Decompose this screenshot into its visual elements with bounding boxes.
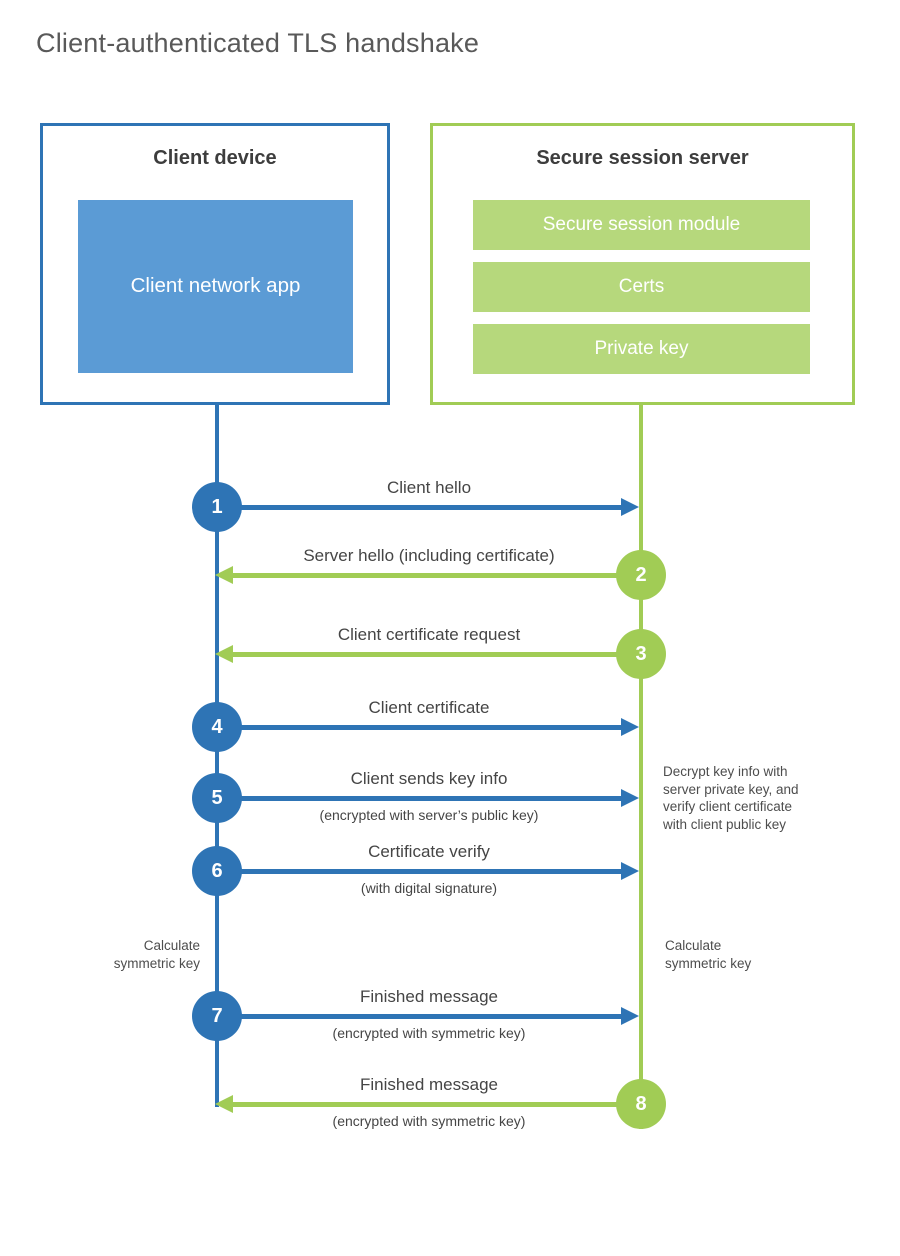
step-circle-1: 1	[192, 482, 242, 532]
note-line: Calculate	[143, 938, 200, 953]
step-label: Client certificate	[368, 698, 490, 717]
step-circle-6: 6	[192, 846, 242, 896]
step-label: Server hello (including certificate)	[303, 546, 555, 565]
note-line: Decrypt key info with	[663, 764, 788, 779]
page-title: Client-authenticated TLS handshake	[36, 28, 480, 58]
step-arrowhead-right	[621, 718, 639, 736]
note-line: symmetric key	[113, 955, 200, 971]
note-line: Calculate	[665, 938, 722, 953]
step-circle-3: 3	[616, 629, 666, 679]
step-arrow	[233, 652, 641, 657]
client-network-app-label: Client network app	[130, 274, 301, 298]
step-arrow	[217, 796, 623, 801]
step-sublabel: (with digital signature)	[360, 880, 498, 896]
note-calculate-symmetric-key-client	[55, 937, 200, 972]
step-sublabel: (encrypted with server’s public key)	[319, 807, 539, 823]
server-lifeline	[639, 405, 643, 1129]
note-line: verify client certificate	[663, 799, 793, 814]
note-line: with client public key	[663, 816, 787, 832]
note-decrypt-key-info	[663, 763, 843, 833]
note-calculate-symmetric-key-server	[665, 937, 810, 972]
step-circle-7: 7	[192, 991, 242, 1041]
client-device-title: Client device	[153, 147, 277, 169]
step-circle-2: 2	[616, 550, 666, 600]
step-circle-8: 8	[616, 1079, 666, 1129]
note-line: symmetric key	[665, 955, 752, 971]
step-arrow	[217, 505, 623, 510]
step-label: Certificate verify	[368, 842, 490, 861]
secure-session-server-title: Secure session server	[536, 147, 749, 169]
step-arrowhead-left	[215, 645, 233, 663]
step-arrowhead-left	[215, 1095, 233, 1113]
server-module-secure-session-module: Secure session module	[473, 200, 810, 250]
step-arrow	[217, 869, 623, 874]
step-arrowhead-right	[621, 789, 639, 807]
step-label: Client hello	[386, 478, 472, 497]
step-label: Client sends key info	[350, 769, 508, 788]
step-circle-4: 4	[192, 702, 242, 752]
step-arrowhead-right	[621, 862, 639, 880]
note-line: server private key, and	[663, 781, 799, 797]
step-arrowhead-right	[621, 1007, 639, 1025]
step-arrowhead-left	[215, 566, 233, 584]
server-module-private-key: Private key	[473, 324, 810, 374]
step-arrow	[233, 1102, 641, 1107]
step-arrow	[217, 725, 623, 730]
step-label: Finished message	[360, 1075, 498, 1094]
server-module-certs: Certs	[473, 262, 810, 312]
step-sublabel: (encrypted with symmetric key)	[332, 1025, 526, 1041]
step-label: Finished message	[360, 987, 498, 1006]
step-arrow	[217, 1014, 623, 1019]
client-network-app-box	[78, 200, 353, 373]
step-sublabel: (encrypted with symmetric key)	[332, 1113, 526, 1129]
step-circle-5: 5	[192, 773, 242, 823]
step-label: Client certificate request	[337, 625, 521, 644]
step-arrow	[233, 573, 641, 578]
step-arrowhead-right	[621, 498, 639, 516]
